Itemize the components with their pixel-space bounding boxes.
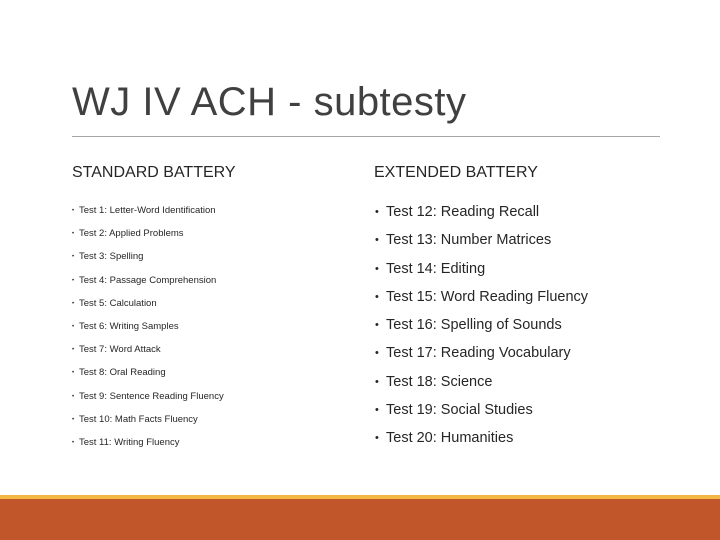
bullet-icon: • <box>72 277 75 284</box>
bullet-icon: • <box>375 290 379 303</box>
bullet-icon: • <box>72 439 75 446</box>
list-item-label: Test 2: Applied Problems <box>79 228 184 240</box>
bullet-icon: • <box>72 393 75 400</box>
list-item-label: Test 15: Word Reading Fluency <box>386 288 589 305</box>
list-item <box>72 413 224 436</box>
list-item-label: Test 6: Writing Samples <box>79 320 179 332</box>
list-item <box>72 250 224 273</box>
list-item-label: Test 3: Spelling <box>79 251 144 263</box>
list-item-label: Test 16: Spelling of Sounds <box>386 317 562 334</box>
list-item <box>375 287 588 315</box>
slide-title: WJ IV ACH - subtesty <box>72 80 467 124</box>
bullet-icon: • <box>375 206 379 218</box>
bullet-icon: • <box>375 234 379 247</box>
extended-battery-header: EXTENDED BATTERY <box>374 164 538 181</box>
list-item-label: Test 18: Science <box>386 373 493 390</box>
list-item <box>72 227 224 250</box>
list-item <box>72 204 224 227</box>
bullet-icon: • <box>72 208 75 214</box>
list-item-label: Test 19: Social Studies <box>386 402 533 419</box>
list-item-label: Test 8: Oral Reading <box>79 367 166 379</box>
list-item-label: Test 5: Calculation <box>79 297 157 309</box>
bullet-icon: • <box>72 347 75 354</box>
list-item-label: Test 9: Sentence Reading Fluency <box>79 390 224 402</box>
bullet-icon: • <box>375 432 379 445</box>
bullet-icon: • <box>72 323 75 330</box>
bullet-icon: • <box>375 319 379 332</box>
list-item <box>375 428 588 456</box>
list-item <box>72 436 224 459</box>
list-item-label: Test 4: Passage Comprehension <box>79 274 217 286</box>
list-item <box>375 202 588 230</box>
list-item <box>72 274 224 297</box>
list-item-label: Test 20: Humanities <box>386 430 514 447</box>
list-item-label: Test 13: Number Matrices <box>386 232 552 249</box>
extended-battery-list <box>375 202 588 457</box>
bullet-icon: • <box>72 416 75 423</box>
footer-bar <box>0 499 720 540</box>
list-item <box>72 343 224 366</box>
list-item <box>375 315 588 343</box>
list-item-label: Test 14: Editing <box>386 260 486 277</box>
list-item <box>375 372 588 400</box>
list-item-label: Test 11: Writing Fluency <box>79 436 180 448</box>
bullet-icon: • <box>375 404 379 417</box>
list-item-label: Test 7: Word Attack <box>79 344 161 356</box>
bullet-icon: • <box>375 347 379 360</box>
bullet-icon: • <box>375 262 379 275</box>
standard-battery-header: STANDARD BATTERY <box>72 164 236 181</box>
bullet-icon: • <box>72 370 75 377</box>
bullet-icon: • <box>72 231 75 238</box>
list-item <box>72 297 224 320</box>
bullet-icon: • <box>72 300 75 307</box>
list-item-label: Test 17: Reading Vocabulary <box>386 345 571 362</box>
list-item-label: Test 1: Letter-Word Identification <box>79 205 216 216</box>
list-item <box>72 390 224 413</box>
bullet-icon: • <box>72 254 75 261</box>
list-item <box>72 320 224 343</box>
list-item-label: Test 12: Reading Recall <box>386 204 540 220</box>
list-item <box>375 230 588 258</box>
list-item <box>375 259 588 287</box>
list-item <box>375 400 588 428</box>
title-divider <box>72 136 660 137</box>
list-item <box>375 343 588 371</box>
bullet-icon: • <box>375 375 379 388</box>
list-item-label: Test 10: Math Facts Fluency <box>79 413 198 425</box>
list-item <box>72 366 224 389</box>
standard-battery-list <box>72 204 224 459</box>
